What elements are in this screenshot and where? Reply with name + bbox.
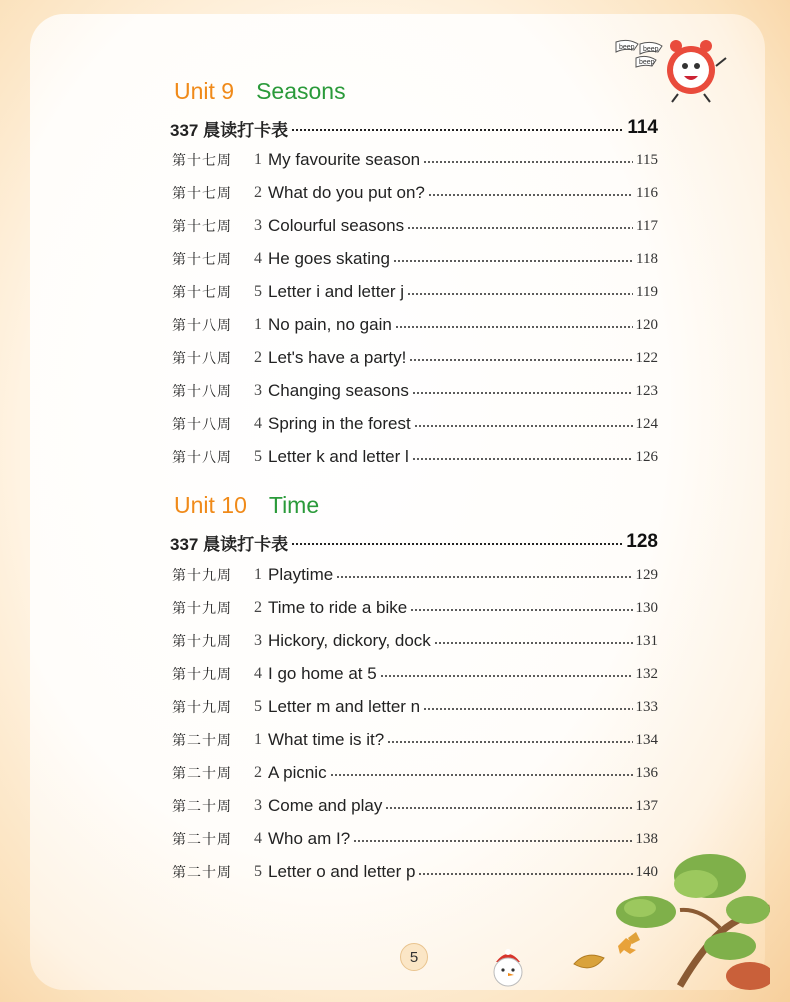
lesson-number: 1 [254,731,262,748]
unit-9-heading [170,76,346,106]
week-label: 第二十周 [172,730,248,750]
leader-dots [387,741,632,743]
lesson-title: Who am I? [268,829,351,848]
week-label: 第十八周 [172,315,248,335]
lesson-title: A picnic [268,763,327,782]
lesson-number: 3 [254,382,262,399]
lesson-title: Spring in the forest [268,414,411,433]
leader-dots [418,873,632,875]
checkin-sheet-row[interactable] [170,530,658,554]
lesson-title: My favourite season [268,150,421,169]
leader-dots [409,359,632,361]
leader-dots [385,807,632,809]
lesson-number: 1 [254,151,262,168]
lesson-number: 3 [254,632,262,649]
unit-10-heading [170,490,319,520]
toc-entry[interactable] [172,214,658,238]
leader-dots [423,161,633,163]
lesson-number: 2 [254,599,262,616]
toc-entry[interactable] [172,695,658,719]
toc-entry[interactable] [172,761,658,785]
toc-entry[interactable] [172,412,658,436]
page-ref: 120 [635,316,658,333]
lesson-number: 2 [254,764,262,781]
toc-entry[interactable] [172,596,658,620]
lesson-title: I go home at 5 [268,664,377,683]
page-ref: 114 [627,117,658,138]
lesson-title: Changing seasons [268,381,409,400]
toc-entry[interactable] [172,629,658,653]
week-label: 第十九周 [172,631,248,651]
page-ref: 133 [635,698,658,715]
alarm-clock-icon [606,36,730,112]
toc-entry[interactable] [172,662,658,686]
lesson-number: 3 [254,217,262,234]
toc-entry[interactable] [172,280,658,304]
toc-entry[interactable] [172,563,658,587]
week-label: 第二十周 [172,862,248,882]
leader-dots [330,774,633,776]
lesson-number: 4 [254,250,262,267]
page-ref: 131 [635,632,658,649]
lesson-number: 5 [254,448,262,465]
autumn-leaves-icon [570,930,650,978]
lesson-title: What do you put on? [268,183,425,202]
leader-dots [393,260,633,262]
leader-dots [412,392,633,394]
unit-label: Unit 9 [170,78,238,105]
toc-entry[interactable] [172,379,658,403]
page-ref: 117 [636,217,658,234]
leader-dots [434,642,633,644]
toc-entry[interactable] [172,181,658,205]
unit-label: Unit 10 [170,492,251,519]
unit-name: Time [268,491,320,518]
lesson-title: Come and play [268,796,383,815]
week-label: 第二十周 [172,763,248,783]
checkin-sheet-title: 337 晨读打卡表 [170,120,289,140]
lesson-number: 1 [254,566,262,583]
leader-dots [410,609,632,611]
lesson-title: Colourful seasons [268,216,405,235]
leader-dots [407,293,633,295]
toc-entry[interactable] [172,728,658,752]
page-ref: 116 [636,184,658,201]
leader-dots [414,425,633,427]
leader-dots [291,543,623,545]
toc-entry[interactable] [172,445,658,469]
page-ref: 118 [636,250,658,267]
leader-dots [353,840,632,842]
week-label: 第十九周 [172,598,248,618]
week-label: 第十九周 [172,697,248,717]
checkin-sheet-title: 337 晨读打卡表 [170,534,289,554]
leader-dots [407,227,633,229]
lesson-title: Letter o and letter p [268,862,416,881]
page-ref: 122 [635,349,658,366]
lesson-title: Letter m and letter n [268,697,421,716]
week-label: 第十七周 [172,249,248,269]
week-label: 第十九周 [172,565,248,585]
lesson-title: What time is it? [268,730,385,749]
page-ref: 115 [636,151,658,168]
week-label: 第十八周 [172,414,248,434]
lesson-number: 4 [254,415,262,432]
week-label: 第十七周 [172,183,248,203]
lesson-title: Time to ride a bike [268,598,408,617]
lesson-number: 4 [254,665,262,682]
toc-entry[interactable] [172,247,658,271]
week-label: 第十八周 [172,348,248,368]
page-ref: 140 [635,863,658,880]
page-ref: 134 [635,731,658,748]
leader-dots [291,129,624,131]
lesson-title: Letter k and letter l [268,447,409,466]
week-label: 第二十周 [172,796,248,816]
leader-dots [412,458,633,460]
page-ref: 129 [635,566,658,583]
lesson-title: Letter i and letter j [268,282,405,301]
page-ref: 123 [635,382,658,399]
lesson-number: 2 [254,349,262,366]
lesson-number: 5 [254,698,262,715]
page-ref: 138 [635,830,658,847]
page-ref: 124 [635,415,658,432]
page-number: 5 [400,943,428,971]
page-ref: 119 [636,283,658,300]
week-label: 第十八周 [172,447,248,467]
page-ref: 130 [635,599,658,616]
snowman-icon [486,948,530,994]
beep-text-2: beep [643,46,659,53]
lesson-number: 3 [254,797,262,814]
beep-text-3: beep [639,59,655,66]
lesson-number: 5 [254,283,262,300]
toc-entry[interactable] [172,860,658,884]
week-label: 第十九周 [172,664,248,684]
leader-dots [395,326,633,328]
leader-dots [336,576,632,578]
week-label: 第二十周 [172,829,248,849]
beep-text-1: beep [619,44,635,51]
leader-dots [428,194,633,196]
toc-entry[interactable] [172,148,658,172]
lesson-number: 2 [254,184,262,201]
lesson-number: 5 [254,863,262,880]
lesson-title: Let's have a party! [268,348,407,367]
page-ref: 126 [635,448,658,465]
lesson-title: Hickory, dickory, dock [268,631,431,650]
week-label: 第十七周 [172,216,248,236]
lesson-title: No pain, no gain [268,315,392,334]
lesson-title: Playtime [268,565,334,584]
page-ref: 128 [626,531,658,552]
week-label: 第十七周 [172,150,248,170]
toc-entry[interactable] [172,827,658,851]
toc-entry[interactable] [172,794,658,818]
lesson-title: He goes skating [268,249,390,268]
checkin-sheet-row[interactable] [170,116,658,140]
lesson-number: 1 [254,316,262,333]
leader-dots [380,675,633,677]
page-ref: 136 [635,764,658,781]
week-label: 第十八周 [172,381,248,401]
page-ref: 132 [635,665,658,682]
toc-entry[interactable] [172,346,658,370]
page-ref: 137 [635,797,658,814]
unit-name: Seasons [256,77,346,104]
lesson-number: 4 [254,830,262,847]
leader-dots [423,708,632,710]
week-label: 第十七周 [172,282,248,302]
toc-entry[interactable] [172,313,658,337]
